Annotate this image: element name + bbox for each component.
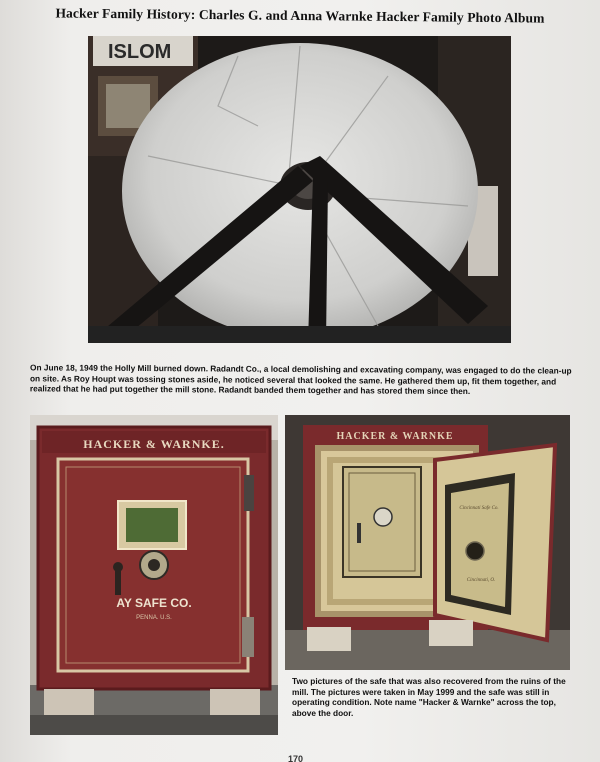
open-safe-photo <box>285 415 570 670</box>
closed-safe-lettering: HACKER & WARNKE. <box>83 437 225 451</box>
page-title: Hacker Family History: Charles G. and Anna Warnke Hacker Family Photo Album <box>55 5 545 26</box>
open-safe-inner-text-1: Cincinnati Safe Co. <box>459 506 499 511</box>
closed-safe-illustration <box>30 415 278 735</box>
millstone-sign: ISLOM <box>108 41 172 63</box>
closed-safe-photo <box>30 415 278 735</box>
open-safe-inner-text-2: Cincinnati, O. <box>466 578 496 583</box>
open-safe-lettering: HACKER & WARNKE <box>336 431 454 442</box>
safe-caption: Two pictures of the safe that was also recovered from the ruins of the mill. The pictures were taken in May 1999 and the safe was still in operating condition. Note name "Hacker & Warnke" across the top, above the door. <box>292 676 566 718</box>
open-safe-illustration <box>285 415 570 670</box>
millstone-illustration <box>88 36 511 343</box>
closed-safe-maker-plate: AY SAFE CO. <box>116 596 192 610</box>
closed-safe-maker-sub: PENNA. U.S. <box>136 615 172 621</box>
page-number: 170 <box>288 754 304 762</box>
millstone-photo <box>88 36 511 343</box>
millstone-caption: On June 18, 1949 the Holly Mill burned down. Radandt Co., a local demolishing and excavating company, was engaged to do the clean-up on site. As Roy Houpt was tossing stones aside, he noticed several that looked the same. He gathered them up, fit them together, and realized that he had put together the mill stone. Radandt banded them together and has stored them since then. <box>29 362 572 397</box>
